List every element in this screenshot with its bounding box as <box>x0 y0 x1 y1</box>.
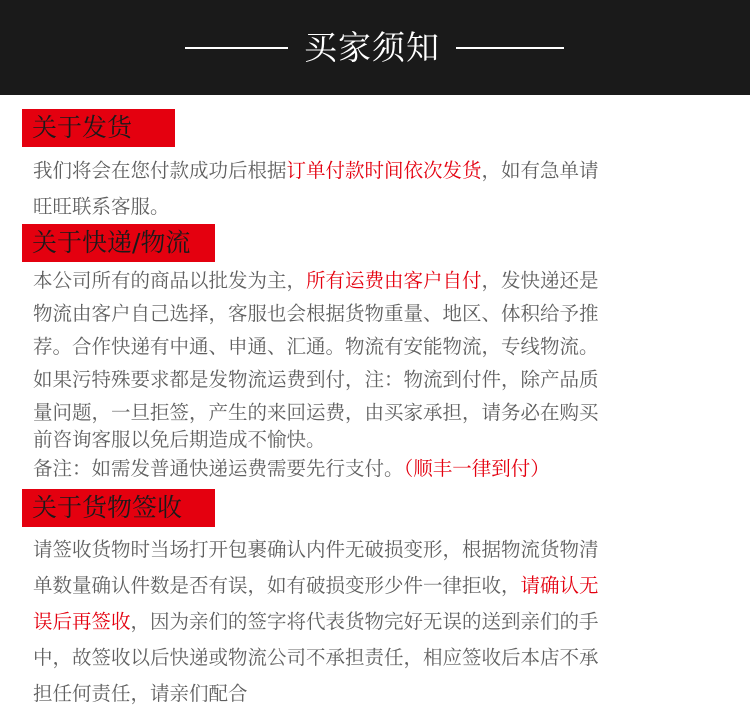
page-title: 买家须知 <box>304 28 440 67</box>
header-divider-right <box>456 47 564 49</box>
text-segment: ，如有急单请 <box>481 159 599 182</box>
text-segment: ，因为亲们的签字将代表货物完好无误的送到亲们的手 <box>130 610 599 633</box>
highlight-text: 误后再签收 <box>33 610 131 633</box>
text-segment: 单数量确认件数是否有误，如有破损变形少件一律拒收， <box>33 574 521 597</box>
courier-line-3 <box>33 330 733 363</box>
text-segment: 如果污特殊要求都是发物流运费到付，注：物流到付件，除产品质 <box>33 368 599 391</box>
header-divider-left <box>185 47 288 49</box>
text-segment: 荐。合作快递有中通、申通、汇通。物流有安能物流，专线物流。 <box>33 335 599 358</box>
text-segment: 请签收货物时当场打开包裹确认内件无破损变形，根据物流货物清 <box>33 538 599 561</box>
text-segment: 物流由客户自己选择，客服也会根据货物重量、地区、体积给予推 <box>33 302 599 325</box>
highlight-text: 所有运费由客户自付 <box>306 269 482 292</box>
header-bar <box>0 0 750 95</box>
text-segment: 担任何责任，请亲们配合 <box>33 682 248 705</box>
shipping-line-2 <box>33 189 733 225</box>
receipt-line-4 <box>33 639 733 677</box>
section-label-courier-logistics: 关于快递/物流 <box>22 224 215 262</box>
courier-line-4 <box>33 363 733 396</box>
text-segment: 我们将会在您付款成功后根据 <box>33 159 287 182</box>
highlight-text: 订单付款时间依次发货 <box>286 159 482 182</box>
text-segment: 量问题，一旦拒签，产生的来回运费，由买家承担，请务必在购买 <box>33 401 599 424</box>
text-segment: ，发快递还是 <box>481 269 599 292</box>
receipt-line-3 <box>33 603 733 641</box>
receipt-line-1 <box>33 531 733 569</box>
courier-line-2 <box>33 297 733 330</box>
text-segment: 备注：如需发普通快递运费需要先行支付。 <box>33 457 404 480</box>
text-segment: 中，故签收以后快递或物流公司不承担责任，相应签收后本店不承 <box>33 646 599 669</box>
text-segment: 旺旺联系客服。 <box>33 195 170 218</box>
text-segment: 本公司所有的商品以批发为主， <box>33 269 307 292</box>
text-segment: 前咨询客服以免后期造成不愉快。 <box>33 428 326 451</box>
receipt-line-5 <box>33 675 733 713</box>
shipping-line-1 <box>33 153 733 189</box>
highlight-text: （顺丰一律到付） <box>403 457 550 480</box>
courier-line-7 <box>33 452 733 485</box>
section-label-shipping: 关于发货 <box>22 109 175 147</box>
courier-line-1 <box>33 264 733 297</box>
receipt-line-2 <box>33 567 733 605</box>
highlight-text: 请确认无 <box>520 574 599 597</box>
section-label-delivery-receipt: 关于货物签收 <box>22 489 215 527</box>
